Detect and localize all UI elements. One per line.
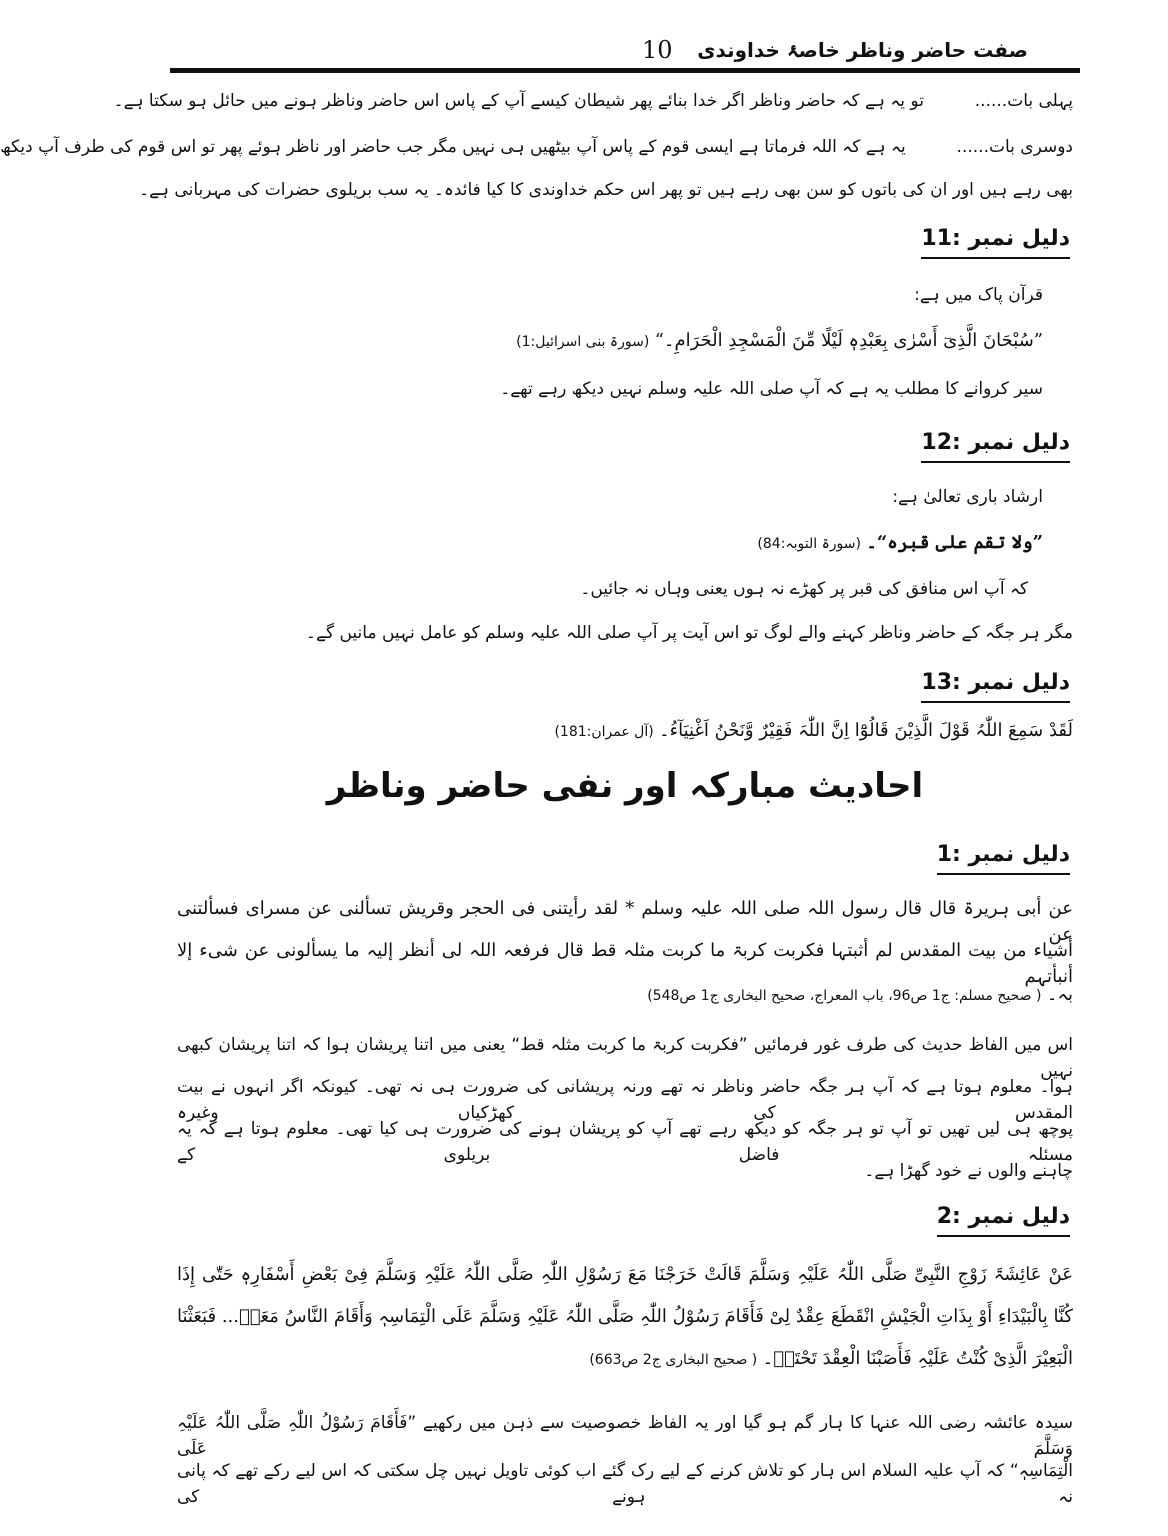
- hadith-1-commentary-3: پوچھ ہی لیں تھیں تو آپ تو ہر جگہ کو دیکھ رہے تھے آپ کو پریشان ہونے کی ضرورت ہی کیا تھی۔ معلوم ہوتا ہے کہ یہ مسئلہ فاضل بریلوی کے: [177, 1119, 1073, 1165]
- hadith-reference: ( صحیح مسلم: ج1 ص96، باب المعراج، صحیح البخاری ج1 ص548): [647, 988, 1042, 1004]
- quran-verse: ”سُبْحَانَ الَّذِیٓ أَسْرٰی بِعَبْدِہٖ لَیْلًا مِّنَ الْمَسْجِدِ الْحَرَامِ۔“: [654, 330, 1043, 351]
- daleel-label: دلیل نمبر: [968, 670, 1070, 695]
- running-title: صفت حاضر وناظر خاصۂ خداوندی: [697, 38, 1028, 62]
- hadith-daleel-1-heading: [937, 842, 1070, 875]
- daleel-12-heading: [921, 430, 1070, 463]
- daleel-11-explanation: سیر کروانے کا مطلب یہ ہے کہ آپ صلی اللہ علیہ وسلم نہیں دیکھ رہے تھے۔: [500, 379, 1043, 399]
- hadith-reference: ( صحیح البخاری ج2 ص663): [589, 1352, 758, 1368]
- daleel-number: 2:: [936, 1204, 961, 1229]
- daleel-13-heading: [921, 670, 1070, 703]
- second-point-label: دوسری بات......: [956, 137, 1073, 157]
- daleel-12-explanation: کہ آپ اس منافق کی قبر پر کھڑے نہ ہوں یعنی وہاں نہ جائیں۔: [580, 579, 1028, 599]
- quran-verse: لَقَدْ سَمِعَ اللّٰہُ قَوْلَ الَّذِیْنَ قَالُوْٓا اِنَّ اللّٰہَ فَقِیْرٌ وَّنَحْنُ اَغْنِیَآءُ۔: [659, 720, 1073, 741]
- hadith-text-end: بہ۔: [1046, 984, 1073, 1005]
- quran-verse: ”ولا تقم علی قبرہ“۔: [866, 532, 1043, 553]
- hadith-1-commentary-1: اس میں الفاظ حدیث کی طرف غور فرمائیں ”فکربت کربۃ ما کربت مثلہ قط“ یعنی میں اتنا پریشان ہوا کہ اتنا پریشان کبھی نہیں: [177, 1035, 1073, 1081]
- daleel-12-verse: [177, 530, 1043, 557]
- second-point-continued: بھی رہے ہیں اور ان کی باتوں کو سن بھی رہے ہیں تو پھر اس حکم خداوندی کا کیا فائدہ۔ یہ سب بریلوی حضرات کی مہربانی ہے۔: [139, 180, 1073, 200]
- verse-reference: (آل عمران:181): [554, 724, 654, 740]
- hadith-2-arabic-line-2: کُنَّا بِالْبَیْدَاءِ أَوْ بِذَاتِ الْجَیْشِ انْقَطَعَ عِقْدٌ لِیْ فَأَقَامَ رَسُوْلُ اللّٰہِ صَلَّی اللّٰہُ عَلَیْہِ وَسَلَّمَ عَلَی الْتِمَاسِہٖ وَأَقَامَ النَّاسُ مَعَہٗ... فَبَعَثْنَا: [177, 1306, 1073, 1327]
- daleel-12-conclusion: مگر ہر جگہ کے حاضر وناظر کہنے والے لوگ تو اس آیت پر آپ صلی اللہ علیہ وسلم کو عامل نہیں مانیں گے۔: [306, 623, 1073, 643]
- daleel-label: دلیل نمبر: [968, 1204, 1070, 1229]
- daleel-11-verse: [177, 328, 1043, 355]
- hadith-1-arabic-line-2: أشیاء من بیت المقدس لم أثبتہا فکربت کربۃ ما کربت مثلہ قط قال فرفعہ اللہ لی أنظر إلیہ ما یسألونی عن شیء إلا أنبأتہم: [177, 940, 1073, 987]
- daleel-12-intro: ارشاد باری تعالیٰ ہے:: [892, 487, 1043, 507]
- hadith-daleel-2-heading: [937, 1204, 1070, 1237]
- daleel-13-verse: [177, 718, 1073, 745]
- first-point-text: تو یہ ہے کہ حاضر وناظر اگر خدا بنائے پھر شیطان کیسے آپ کے پاس اس حاضر وناظر ہونے میں حائل ہو سکتا ہے۔: [113, 91, 924, 111]
- section-heading: احادیث مبارکہ اور نفی حاضر وناظر: [326, 766, 924, 806]
- daleel-label: دلیل نمبر: [968, 842, 1070, 867]
- hadith-text-end: الْبَعِیْرَ الَّذِیْ کُنْتُ عَلَیْہِ فَأَصَبْنَا الْعِقْدَ تَحْتَہٗ۔: [762, 1348, 1073, 1369]
- hadith-2-arabic-line-1: عَنْ عَائِشَۃَ زَوْجِ النَّبِیِّ صَلَّی اللّٰہُ عَلَیْہِ وَسَلَّمَ قَالَتْ خَرَجْنَا مَعَ رَسُوْلِ اللّٰہِ صَلَّی اللّٰہُ عَلَیْہِ وَسَلَّمَ فِیْ بَعْضِ أَسْفَارِہٖ حَتّٰی إِذَا: [177, 1264, 1073, 1285]
- daleel-number: 12:: [921, 430, 961, 455]
- second-point-text: یہ ہے کہ اللہ فرماتا ہے ایسی قوم کے پاس آپ بیٹھیں ہی نہیں مگر جب حاضر اور ناظر ہوئے پھر تو اس قوم کی طرف آپ دیکھ: [0, 137, 906, 157]
- first-point: [113, 88, 1073, 114]
- verse-reference: (سورۃ التوبہ:84): [757, 536, 861, 552]
- daleel-label: دلیل نمبر: [968, 430, 1070, 455]
- hadith-2-commentary-1: سیدہ عائشہ رضی اللہ عنہا کا ہار گم ہو گیا اور یہ الفاظ خصوصیت سے ذہن میں رکھیے ”فَأَقَامَ رَسُوْلُ اللّٰہِ صَلَّی اللّٰہُ عَلَیْہِ وَسَلَّمَ عَلَی: [177, 1413, 1073, 1459]
- header-divider: [170, 68, 1080, 73]
- daleel-number: 11:: [921, 226, 961, 251]
- hadith-1-arabic-line-3: [177, 982, 1073, 1009]
- hadith-1-arabic-line-1: عن أبی ہریرۃ قال قال رسول اللہ صلی اللہ علیہ وسلم * لقد رأیتنی فی الحجر وقریش تسألنی عن مسرای فسألتنی عن: [177, 898, 1073, 945]
- second-point: [0, 134, 1073, 160]
- daleel-number: 1:: [936, 842, 961, 867]
- daleel-number: 13:: [921, 670, 961, 695]
- daleel-label: دلیل نمبر: [968, 226, 1070, 251]
- first-point-label: پہلی بات......: [974, 91, 1073, 111]
- verse-reference: (سورۃ بنی اسرائیل:1): [516, 334, 650, 350]
- hadith-1-commentary-2: ہوا۔ معلوم ہوتا ہے کہ آپ ہر جگہ حاضر وناظر نہ تھے ورنہ پریشانی کی ضرورت ہی نہ تھی۔ کیونکہ اگر انہوں نے بیت المقدس کی کھڑکیاں وغیرہ: [177, 1077, 1073, 1123]
- hadith-2-arabic-line-3: [177, 1346, 1073, 1373]
- page-number: 10: [642, 36, 673, 64]
- hadith-2-commentary-2: الْتِمَاسِہٖ“ کہ آپ علیہ السلام اس ہار کو تلاش کرنے کے لیے رک گئے اب کوئی تاویل نہیں چل سکتی کہ اس لیے رکے تھے کہ پانی نہ ہونے کی: [177, 1461, 1073, 1507]
- daleel-11-heading: [921, 226, 1070, 259]
- daleel-11-intro: قرآن پاک میں ہے:: [914, 285, 1043, 305]
- hadith-1-commentary-4: چاہنے والوں نے خود گھڑا ہے۔: [864, 1161, 1073, 1181]
